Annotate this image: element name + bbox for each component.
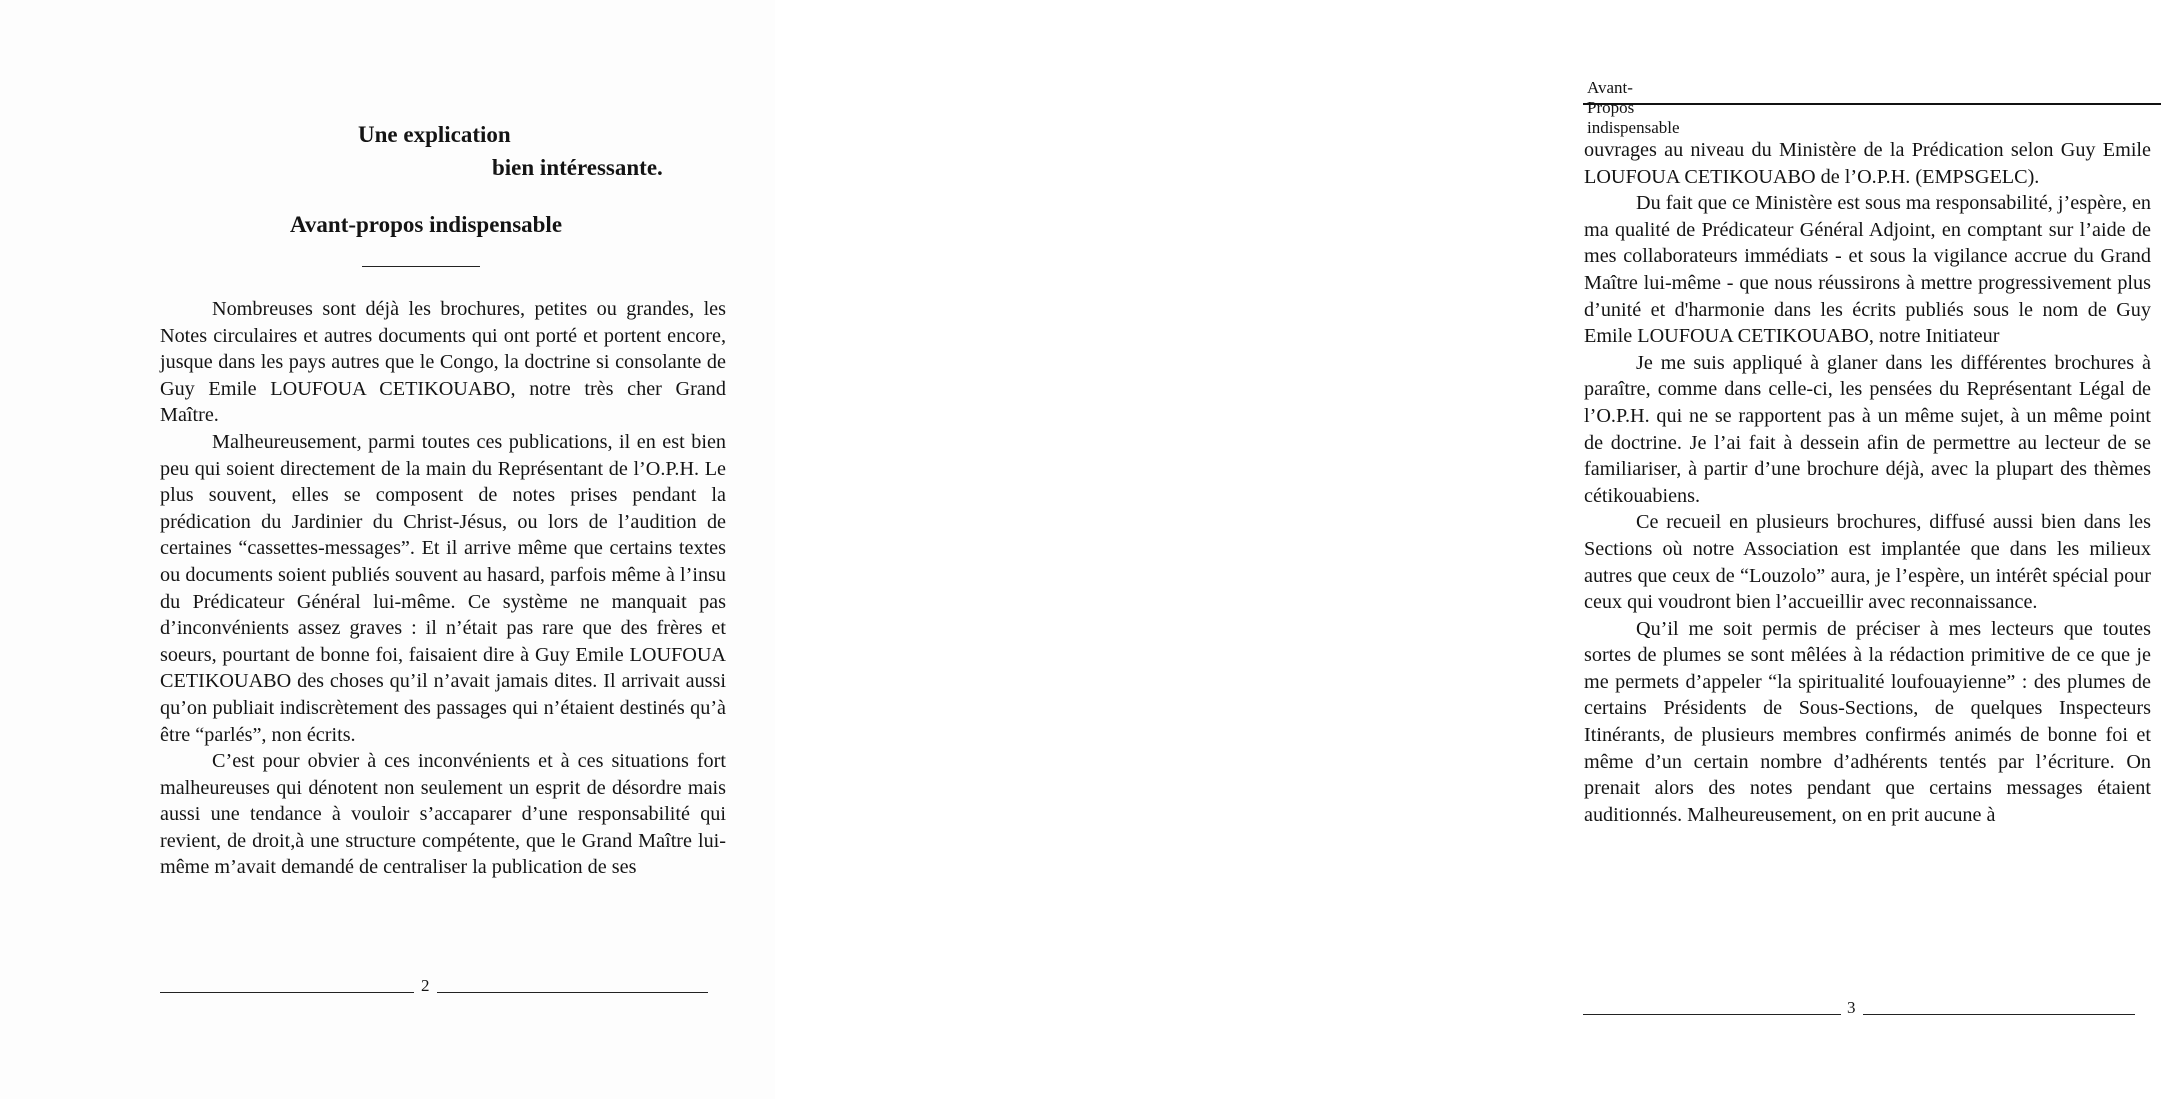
paragraph: Du fait que ce Ministère est sous ma responsabilité, j’espère, en ma qualité de Prédicateur Général Adjoint, en comptant sur l’aide de mes collaborateurs immédiats - et sous la vigilance accrue du Grand Maître lui-même - que nous réussirons à mettre progressivement plus d’unité et d'harmonie dans les écrits publiés sous le nom de Guy Emile LOUFOUA CETIKOUABO, notre Initiateur	[1584, 192, 2151, 348]
page-number: 3	[1847, 998, 1856, 1017]
continuation-paragraph: ouvrages au niveau du Ministère de la Prédication selon Guy Emile LOUFOUA CETIKOUABO de l’O.P.H. (EMPSGELC).	[1584, 139, 2151, 188]
right-page	[775, 0, 2151, 1099]
right-page-footer	[1583, 1000, 2135, 1024]
paragraph: Ce recueil en plusieurs brochures, diffusé aussi bien dans les Sections où notre Association est implantée que dans les milieux autres que ceux de “Louzolo” aura, je l’espère, un intérêt spécial pour ceux qui voudront bien l’accueillir avec reconnaissance.	[1584, 511, 2151, 614]
running-head-rule	[1583, 103, 2161, 105]
paragraph: Qu’il me soit permis de préciser à mes lecteurs que toutes sortes de plumes se sont mêlées à la rédaction primitive de ce que je me permets d’appeler “la spiritualité loufouayienne” : des plumes de certains Présidents de Sous-Sections, de quelques Inspecteurs Itinérants, de plusieurs membres confirmés animés de bonne foi et même d’un certain nombre d’adhérents tentés par l’écriture. On prenait alors des notes pendant que certains messages étaient auditionnés. Malheureusement, on en prit aucune à	[1584, 617, 2151, 826]
left-body-text	[160, 296, 726, 881]
footer-rule-left	[1583, 1014, 1841, 1015]
title-line-2: bien intéressante.	[492, 155, 663, 180]
subtitle: Avant-propos indispensable	[290, 212, 563, 237]
left-page-footer	[160, 978, 708, 1002]
paragraph: Malheureusement, parmi toutes ces publications, il en est bien peu qui soient directement de la main du Représentant de l’O.P.H. Le plus souvent, elles se composent de notes prises pendant la prédication du Jardinier du Christ-Jésus, ou lors de l’audition de certaines “cassettes-messages”. Et il arrive même que certains textes ou documents soient publiés souvent au hasard, parfois même à l’insu du Prédicateur Général lui-même. Ce système ne manquait pas d’inconvénients assez graves : il n’était pas rare que des frères et soeurs, pourtant de bonne foi, faisaient dire à Guy Emile LOUFOUA CETIKOUABO des choses qu’il n’avait jamais dites. Il arrivait aussi qu’on publiait indiscrètement des passages qui n’étaient destinés qu’à être “parlés”, non écrits.	[160, 430, 726, 746]
paragraph: Nombreuses sont déjà les brochures, petites ou grandes, les Notes circulaires et autres documents qui ont porté et portent encore, jusque dans les pays autres que le Congo, la doctrine si consolante de Guy Emile LOUFOUA CETIKOUABO, notre très cher Grand Maître.	[160, 298, 726, 427]
left-page	[0, 0, 775, 1099]
title-rule	[362, 266, 480, 267]
footer-rule-left	[160, 992, 414, 993]
page-number: 2	[421, 976, 430, 995]
paragraph: C’est pour obvier à ces inconvénients et à ces situations fort malheureuses qui dénotent non seulement un esprit de désordre mais aussi une tendance à vouloir s’accaparer d’une responsabilité qui revient, de droit,à une structure compétente, que le Grand Maître lui-même m’avait demandé de centraliser la publication de ses	[160, 750, 726, 879]
title-line-1: Une explication	[358, 122, 511, 147]
footer-rule-right	[1863, 1014, 2135, 1015]
right-body-text	[1584, 137, 2151, 828]
paragraph: Je me suis appliqué à glaner dans les différentes brochures à paraître, comme dans celle-ci, les pensées du Représentant Légal de l’O.P.H. qui ne se rapportent pas à un même sujet, à un même point de doctrine. Je l’ai fait à dessein afin de permettre au lecteur de se familiariser, à partir d’une brochure déjà, avec la plupart des thèmes cétikouabiens.	[1584, 351, 2151, 507]
footer-rule-right	[437, 992, 708, 993]
running-head: Avant-Propos indispensable	[1587, 78, 1680, 137]
